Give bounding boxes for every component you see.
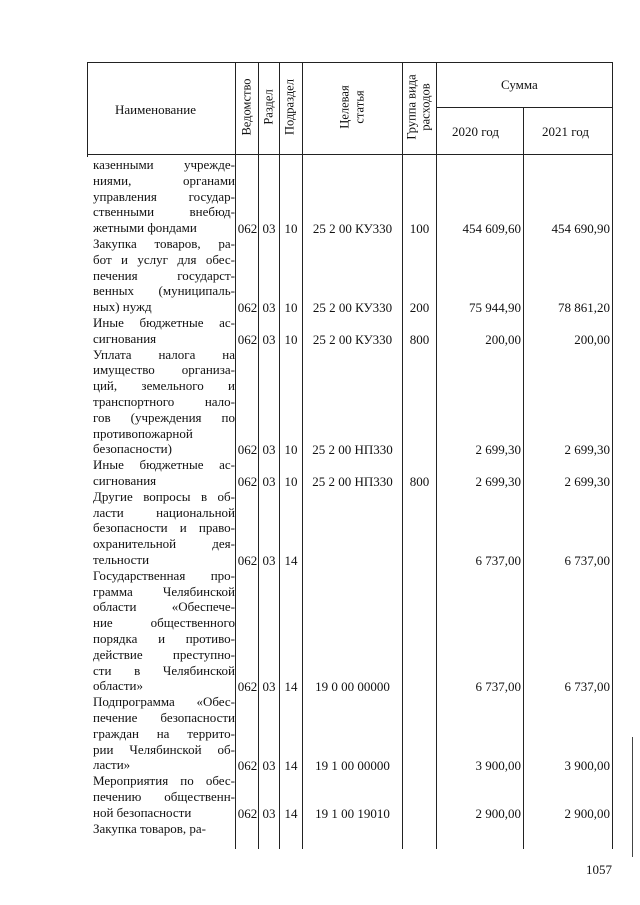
row-razdel: 03 (262, 442, 276, 458)
header-summa-divider (436, 107, 613, 108)
header-year-2020: 2020 год (452, 124, 499, 139)
row-name (93, 568, 235, 694)
row-name-line: области» (93, 678, 143, 694)
row-vedomstvo: 062 (237, 679, 258, 695)
row-celevaya: 25 2 00 НП330 (312, 474, 393, 489)
row-name-line: печения государст- (93, 267, 235, 283)
row-sum-2020: 6 737,00 (475, 553, 521, 568)
col-divider-name (235, 62, 236, 849)
row-sum-2020: 2 699,30 (475, 474, 521, 489)
row-name-line: грамма Челябинской (93, 583, 235, 599)
row-name-line: Иные бюджетные ас- (93, 315, 235, 330)
row-podrazdel: 10 (284, 221, 298, 237)
row-vid-rashodov: 100 (409, 221, 430, 237)
row-name-line: бот и услуг для обес- (93, 251, 235, 267)
row-podrazdel: 14 (284, 679, 298, 695)
row-celevaya: 25 2 00 КУ330 (312, 331, 393, 347)
row-sum-2020: 6 737,00 (475, 679, 521, 695)
row-name-line: сигнования (93, 472, 157, 488)
row-name (93, 347, 235, 458)
row-name-line: сигнования (93, 330, 157, 346)
row-name-line: Другие вопросы в об- (93, 488, 235, 504)
row-name (93, 315, 235, 347)
row-name-line: Подпрограмма «Обес- (93, 694, 235, 710)
row-sum-2021: 6 737,00 (564, 679, 610, 695)
row-celevaya: 19 0 00 00000 (315, 679, 390, 695)
row-sum-2021: 2 699,30 (564, 442, 610, 458)
row-name-line: печение безопасности (93, 709, 235, 725)
row-name-line: противопожарной (93, 425, 193, 441)
row-name-line: ние общественного (93, 615, 235, 631)
row-razdel: 03 (262, 805, 276, 821)
table-left-border (87, 62, 88, 157)
col-divider-cs (402, 62, 403, 849)
row-name-line: ственными внебюд- (93, 204, 235, 220)
row-name-line: венных (муниципаль- (93, 283, 235, 299)
row-name (93, 457, 235, 489)
header-podrazdel: Подраздел (282, 79, 297, 135)
row-name-line: ций, земельного и (93, 378, 235, 394)
row-celevaya: 25 2 00 НП330 (312, 442, 393, 458)
row-vedomstvo: 062 (237, 474, 258, 489)
row-sum-2021: 454 690,90 (551, 221, 610, 237)
row-sum-2020: 2 699,30 (475, 442, 521, 458)
row-sum-2021: 6 737,00 (564, 553, 610, 568)
row-name-line: порядка и противо- (93, 630, 235, 646)
row-sum-2021: 2 900,00 (564, 805, 610, 821)
row-name-line: граждан на террито- (93, 725, 235, 741)
row-vid-rashodov: 200 (409, 300, 430, 316)
row-podrazdel: 14 (284, 553, 298, 568)
row-name-line: управления государ- (93, 188, 235, 204)
row-name (93, 694, 235, 773)
header-bottom-border (87, 154, 613, 155)
table-right-border (612, 62, 613, 849)
row-name-line: транспортного нало- (93, 393, 235, 409)
row-name-line: безопасности и право- (93, 520, 235, 536)
row-name-line: казенными учрежде- (93, 157, 235, 172)
row-vedomstvo: 062 (237, 331, 258, 347)
row-name (93, 157, 235, 236)
row-podrazdel: 10 (284, 300, 298, 316)
row-name-line: Иные бюджетные ас- (93, 457, 235, 473)
row-razdel: 03 (262, 331, 276, 347)
row-name-line: ласти» (93, 757, 131, 773)
row-name-line: охранительной дея- (93, 536, 235, 552)
row-vid-rashodov: 800 (409, 331, 430, 347)
row-razdel: 03 (262, 679, 276, 695)
row-name-line: гов (учреждения по (93, 409, 235, 425)
row-podrazdel: 10 (284, 442, 298, 458)
row-vedomstvo: 062 (237, 300, 258, 316)
row-name-line: Уплата налога на (93, 346, 235, 362)
row-sum-2021: 200,00 (574, 331, 610, 347)
row-name-line: Закупка товаров, ра- (93, 820, 206, 836)
header-vedomstvo: Ведомство (239, 78, 254, 136)
page-number: 1057 (586, 862, 612, 877)
row-name (93, 773, 235, 820)
table-top-border (87, 62, 613, 63)
row-razdel: 03 (262, 758, 276, 774)
row-razdel: 03 (262, 474, 276, 489)
row-celevaya: 25 2 00 КУ330 (312, 221, 393, 237)
row-vedomstvo: 062 (237, 758, 258, 774)
row-name-line: действие преступно- (93, 646, 235, 662)
row-vedomstvo: 062 (237, 442, 258, 458)
row-name-line: жетными фондами (93, 220, 197, 236)
row-name-line: области «Обеспече- (93, 599, 235, 615)
header-summa: Сумма (501, 77, 538, 92)
row-name (93, 489, 235, 568)
row-name-line: имущество организа- (93, 362, 235, 378)
row-name-line: безопасности) (93, 441, 172, 457)
row-podrazdel: 14 (284, 805, 298, 821)
row-sum-2021: 2 699,30 (564, 474, 610, 489)
header-gruppa-line2: расходов (418, 83, 433, 131)
row-vedomstvo: 062 (237, 553, 258, 568)
row-vedomstvo: 062 (237, 805, 258, 821)
row-razdel: 03 (262, 553, 276, 568)
row-name (93, 236, 235, 315)
row-sum-2020: 3 900,00 (475, 758, 521, 774)
row-razdel: 03 (262, 300, 276, 316)
row-celevaya: 19 1 00 19010 (315, 805, 390, 821)
row-name-line: ласти национальной (93, 504, 235, 520)
row-name (93, 821, 235, 837)
row-name-line: Закупка товаров, ра- (93, 236, 235, 251)
row-sum-2020: 75 944,90 (469, 300, 521, 316)
row-vid-rashodov: 800 (409, 474, 430, 489)
row-name-line: сти в Челябинской (93, 662, 235, 678)
row-name-line: ных) нужд (93, 299, 152, 315)
row-sum-2021: 78 861,20 (558, 300, 610, 316)
row-name-line: ниями, органами (93, 172, 235, 188)
row-sum-2020: 2 900,00 (475, 805, 521, 821)
row-sum-2020: 200,00 (485, 331, 521, 347)
row-sum-2020: 454 609,60 (462, 221, 521, 237)
margin-mark (632, 737, 633, 857)
row-podrazdel: 10 (284, 331, 298, 347)
row-name-line: ной безопасности (93, 804, 192, 820)
row-sum-2021: 3 900,00 (564, 758, 610, 774)
row-razdel: 03 (262, 221, 276, 237)
row-name-line: рии Челябинской об- (93, 741, 235, 757)
row-name-line: печению общественн- (93, 788, 235, 804)
row-name-line: Государственная про- (93, 567, 235, 583)
header-year-2021: 2021 год (542, 124, 589, 139)
row-name-line: Мероприятия по обес- (93, 773, 235, 789)
row-name-line: тельности (93, 551, 150, 567)
header-gruppa-line1: Группа вида (404, 74, 419, 140)
row-podrazdel: 10 (284, 474, 298, 489)
row-celevaya: 25 2 00 КУ330 (312, 300, 393, 316)
header-name: Наименование (115, 102, 196, 117)
row-celevaya: 19 1 00 00000 (315, 758, 390, 774)
header-razdel: Раздел (261, 89, 276, 125)
row-vedomstvo: 062 (237, 221, 258, 237)
row-podrazdel: 14 (284, 758, 298, 774)
header-celevaya-line2: статья (352, 90, 367, 124)
header-celevaya-line1: Целевая (337, 85, 352, 129)
